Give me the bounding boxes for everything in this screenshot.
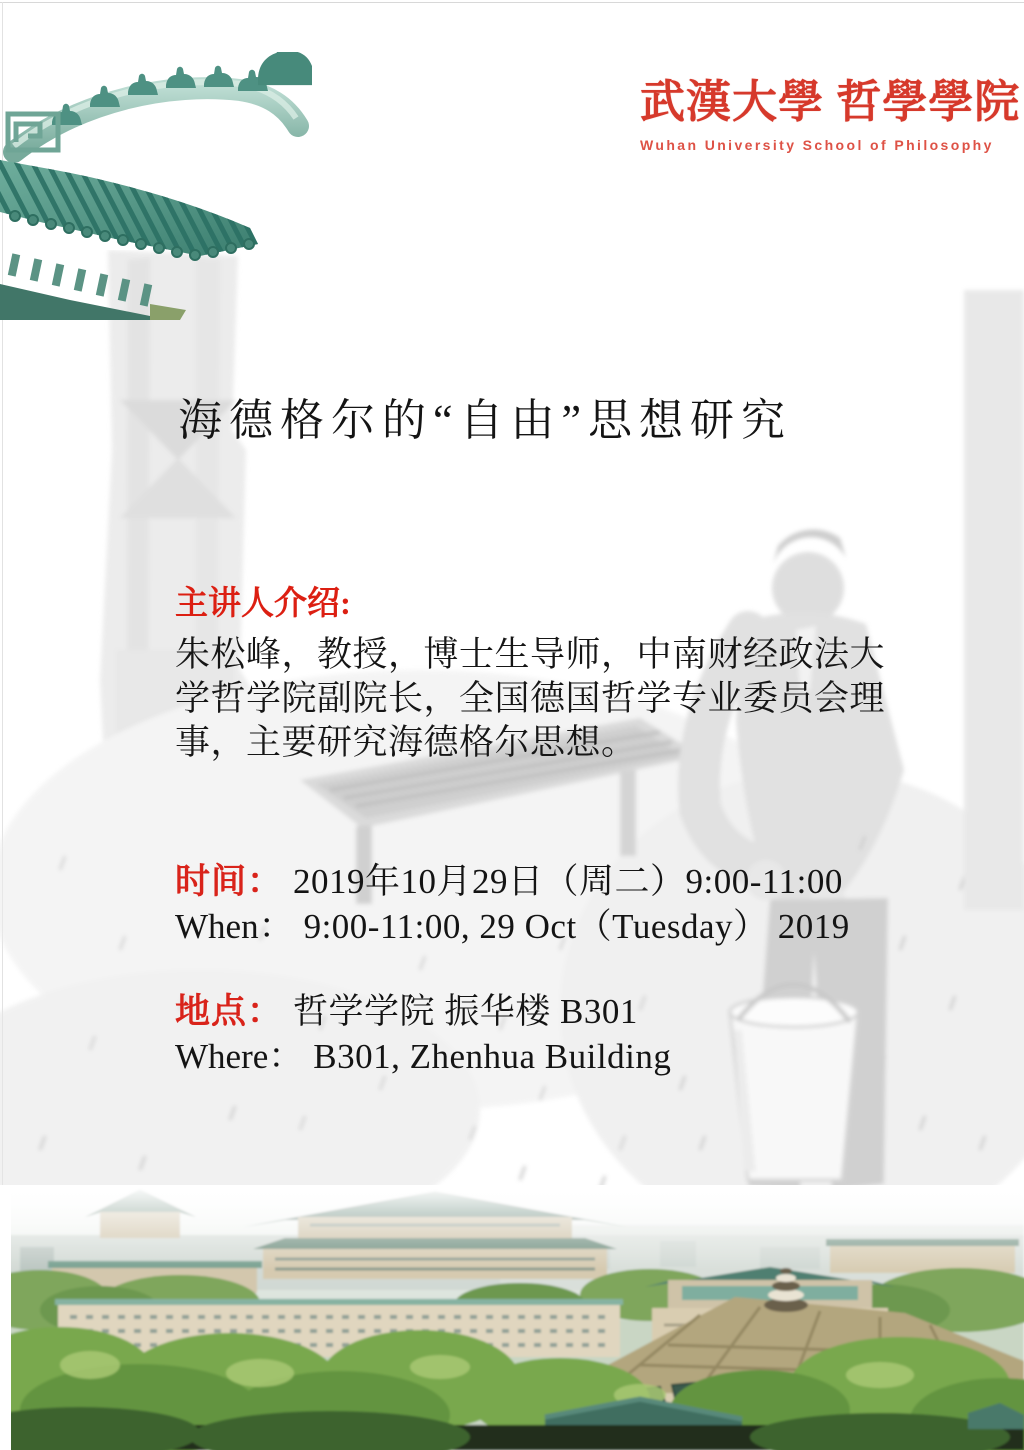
place-label-zh: 地点： [175,992,284,1031]
time-line-zh [175,860,843,904]
speaker-intro-heading: 主讲人介绍: [175,586,351,622]
place-value-zh: 哲学学院 振华楼 B301 [293,992,638,1031]
speaker-bio-line: 朱松峰，教授，博士生导师，中南财经政法大 [175,635,886,674]
school-logo [640,70,1020,153]
roof-eave-decoration [0,52,312,320]
place-line-en [175,1035,671,1079]
logo-calligraphy-text: 武漢大學 哲學學院 [640,77,1021,127]
time-value-zh: 2019年10月29日（周二）9:00-11:00 [293,862,843,901]
time-label-en: When： [175,907,294,946]
place-label-en: Where： [175,1037,304,1076]
place-value-en: B301, Zhenhua Building [313,1037,672,1076]
place-line-zh [175,990,638,1034]
speaker-bio [175,633,885,765]
time-value-en: 9:00-11:00, 29 Oct（Tuesday） 2019 [303,907,850,946]
logo-subtitle-text: Wuhan University School of Philosophy [640,137,994,153]
lecture-title: 海德格尔的“自由”思想研究 [178,396,793,445]
time-line-en [175,905,850,949]
speaker-bio-line: 事，主要研究海德格尔思想。 [175,723,637,762]
speaker-bio-line: 学哲学院副院长，全国德国哲学专业委员会理 [175,679,886,718]
page-top-edge-line [0,2,1024,3]
time-label-zh: 时间： [175,862,284,901]
campus-panorama-photo [0,1185,1024,1450]
